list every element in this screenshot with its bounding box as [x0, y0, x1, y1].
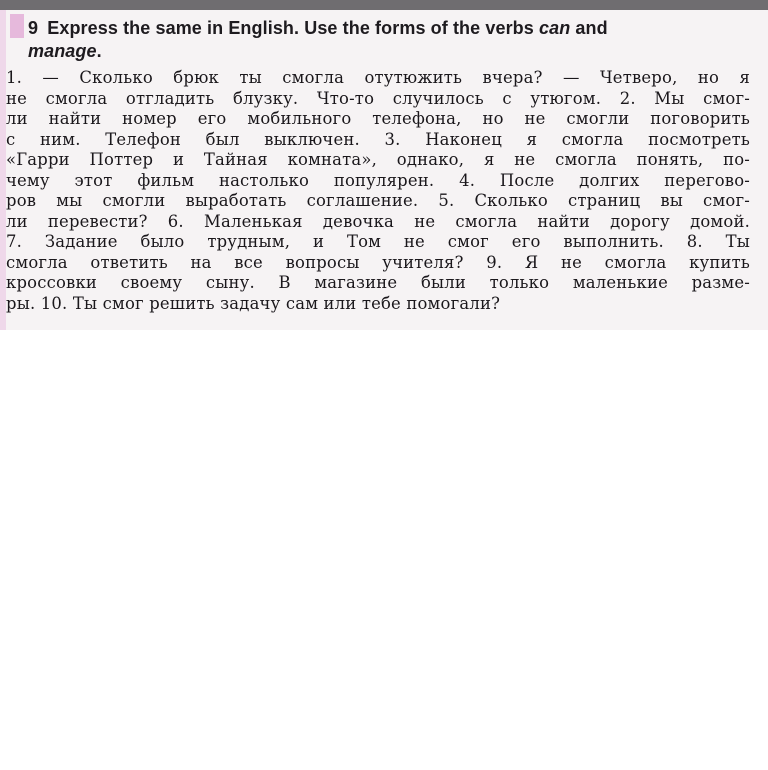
text-line: ров мы смогли выработать соглашение. 5. Сколько страниц вы смог- — [6, 191, 750, 210]
text-line: ли найти номер его мобильного телефона, но не смогли поговорить — [6, 109, 750, 128]
exercise-number: 9 — [28, 18, 39, 38]
text-line: «Гарри Поттер и Тайная комната», однако, я не смогла понять, по- — [6, 150, 750, 169]
text-line: смогла ответить на все вопросы учителя? 9. Я не смогла купить — [6, 252, 750, 272]
top-dark-bar — [0, 0, 768, 10]
text-line: 1. — Сколько брюк ты смогла отутюжить вчера? — Четверо, но я — [6, 68, 750, 87]
text-line: не смогла отгладить блузку. Что-то случилось с утюгом. 2. Мы смог- — [6, 88, 750, 108]
instruction-and: and — [570, 18, 608, 38]
text-line: 7. Задание было трудным, и Том не смог его выполнить. 8. Ты — [6, 232, 750, 251]
text-line: ры. 10. Ты смог решить задачу сам или тебе помогали? — [6, 293, 501, 313]
exercise-number-marker — [10, 14, 24, 38]
text-line: ли перевести? 6. Маленькая девочка не смогла найти дорогу домой. — [6, 211, 750, 231]
text-line: кроссовки своему сыну. В магазине были только маленькие разме- — [6, 273, 750, 292]
instruction-text: Express the same in English. Use the forms of the verbs — [47, 18, 539, 38]
exercise-body — [6, 68, 750, 314]
text-line: с ним. Телефон был выключен. 3. Наконец я смогла посмотреть — [6, 129, 750, 149]
blank-area — [0, 330, 768, 770]
verb-manage: manage — [28, 41, 97, 61]
exercise-heading — [28, 17, 756, 63]
instruction-end: . — [96, 41, 102, 61]
verb-can: can — [538, 18, 571, 38]
text-line: чему этот фильм настолько популярен. 4. После долгих перегово- — [6, 170, 750, 190]
